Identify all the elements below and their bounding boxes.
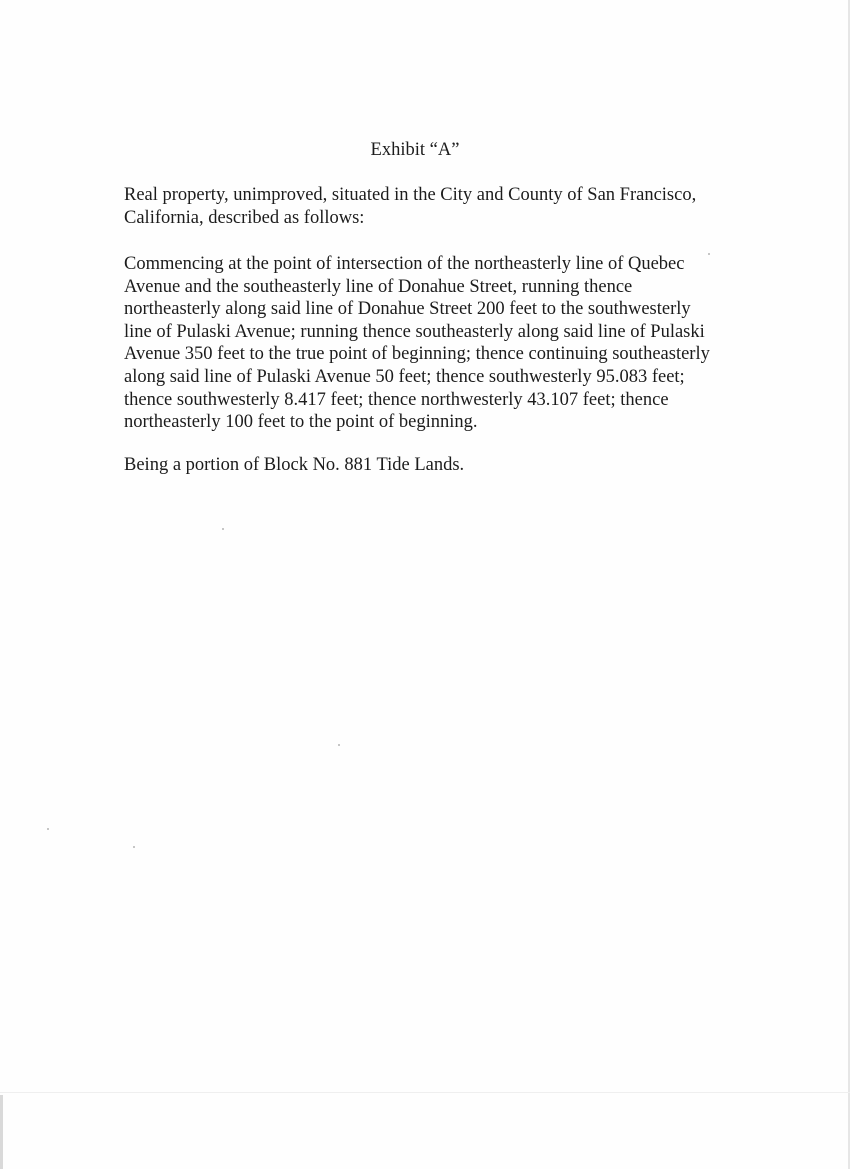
- block-reference-line: Being a portion of Block No. 881 Tide Lands.: [124, 455, 465, 475]
- description-line: Avenue 350 feet to the true point of beginning; thence continuing southeasterly: [124, 344, 710, 365]
- scan-speck: [338, 744, 340, 746]
- description-line: thence southwesterly 8.417 feet; thence northwesterly 43.107 feet; thence: [124, 389, 669, 410]
- description-line: line of Pulaski Avenue; running thence southeasterly along said line of Pulaski: [124, 321, 705, 342]
- description-line: along said line of Pulaski Avenue 50 feet; thence southwesterly 95.083 feet;: [124, 366, 685, 387]
- exhibit-title: Exhibit “A”: [370, 140, 460, 160]
- description-line: northeasterly 100 feet to the point of beginning.: [124, 412, 478, 433]
- block-reference-paragraph: [124, 454, 754, 477]
- scan-bottom-band: [0, 1092, 850, 1093]
- description-line: Commencing at the point of intersection of the northeasterly line of Quebec: [124, 254, 685, 274]
- scan-speck: [133, 846, 135, 848]
- intro-paragraph: [124, 184, 754, 229]
- legal-description-paragraph: [124, 253, 754, 434]
- scan-speck: [47, 828, 49, 830]
- scan-speck: [222, 528, 224, 530]
- description-line: Avenue and the southeasterly line of Donahue Street, running thence: [124, 276, 633, 297]
- description-line: northeasterly along said line of Donahue Street 200 feet to the southwesterly: [124, 299, 691, 320]
- scan-edge-left-bottom: [0, 1095, 3, 1169]
- intro-line: Real property, unimproved, situated in the City and County of San Francisco,: [124, 185, 697, 205]
- intro-line: California, described as follows:: [124, 207, 365, 228]
